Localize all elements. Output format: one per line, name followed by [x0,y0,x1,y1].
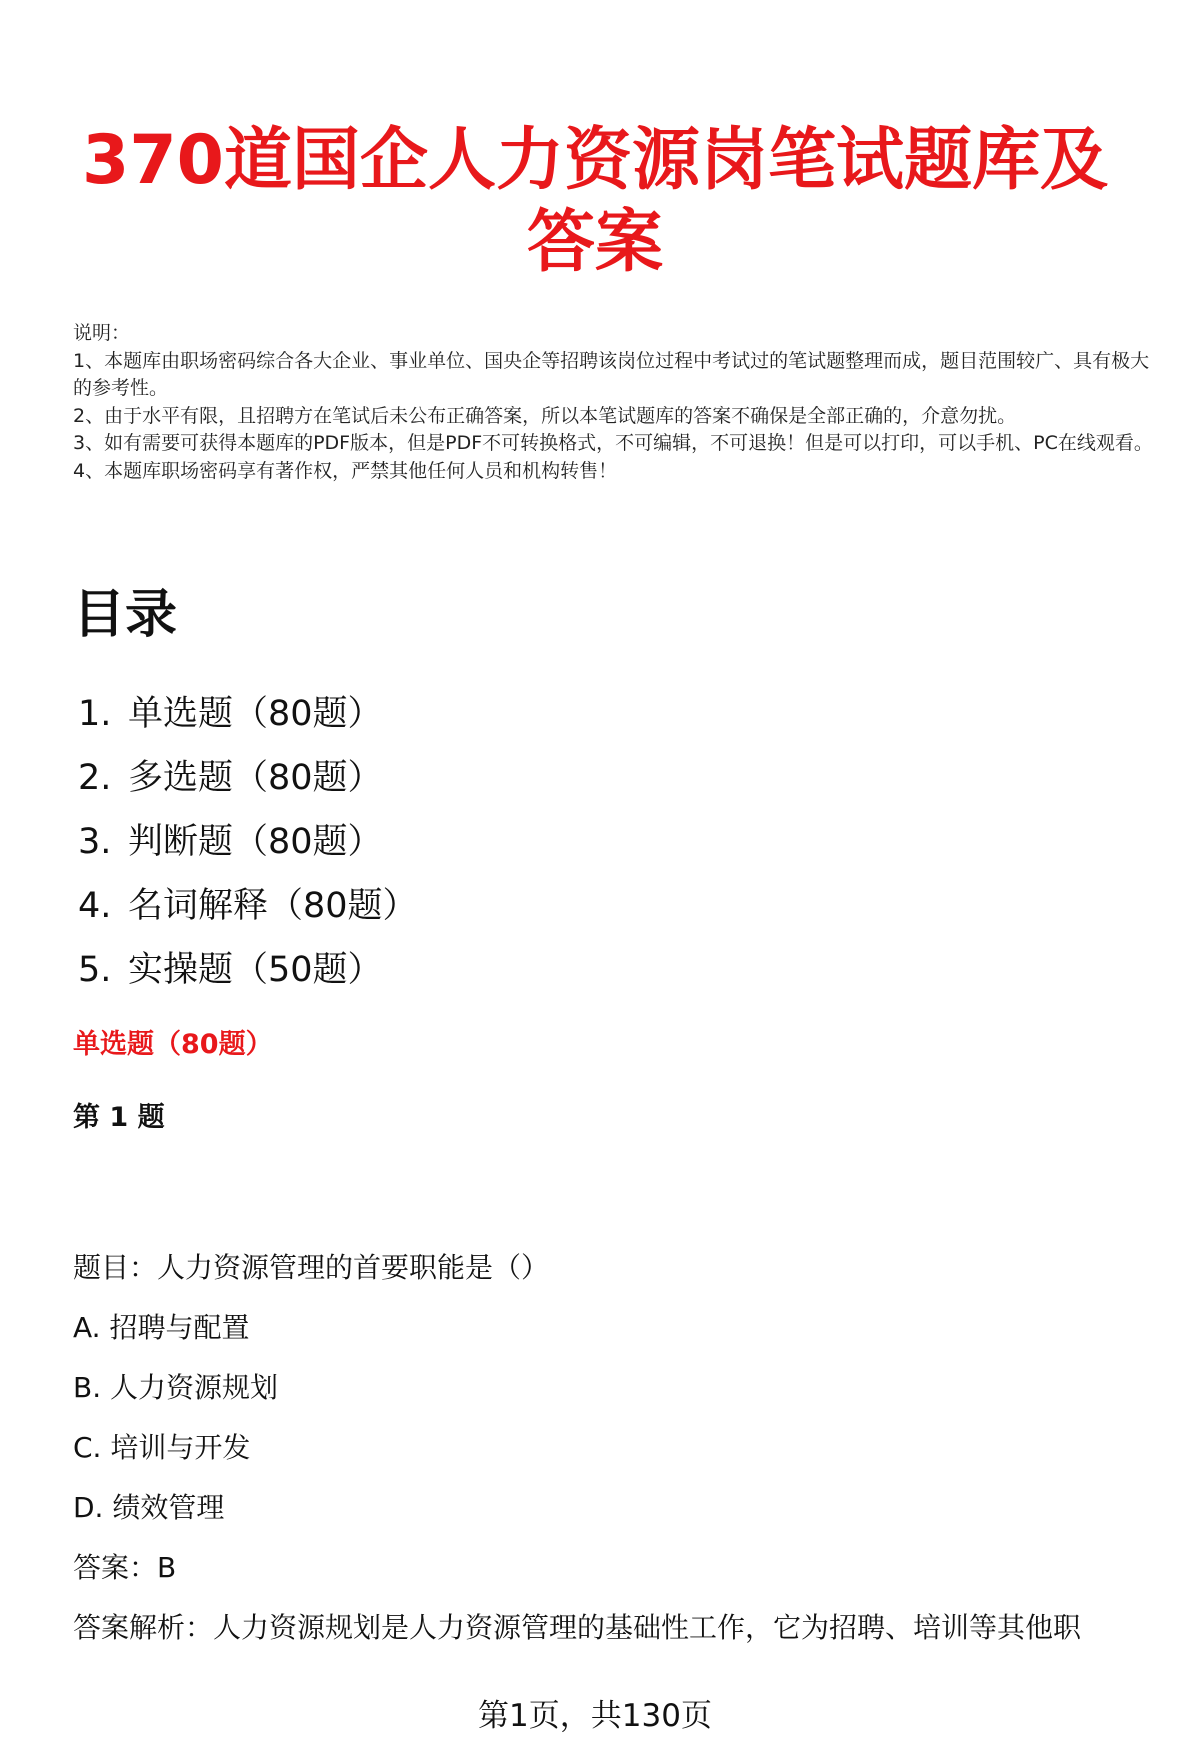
notes-item: 3、如有需要可获得本题库的PDF版本，但是PDF不可转换格式，不可编辑，不可退换！但是可以打印，可以手机、PC在线观看。 [73,432,1153,454]
toc-item[interactable] [78,874,418,938]
section-title: 单选题（80题） [73,1029,273,1060]
toc-item[interactable] [78,938,418,1002]
page-footer: 第1页，共130页 [478,1698,712,1734]
question-option: C. 培训与开发 [73,1431,251,1464]
toc-item-label: 名词解释（80题） [128,886,418,926]
toc-item-number: 5. [78,950,112,990]
question-stem: 题目：人力资源管理的首要职能是（） [73,1251,550,1284]
toc-heading: 目录 [73,585,178,645]
toc-item-number: 3. [78,822,112,862]
question-option: A. 招聘与配置 [73,1311,250,1344]
question-number: 第 1 题 [73,1102,165,1133]
toc-item-label: 判断题（80题） [128,822,383,862]
notes-item: 4、本题库职场密码享有著作权，严禁其他任何人员和机构转售！ [73,459,618,482]
question-option: B. 人力资源规划 [73,1371,279,1404]
question-option: D. 绩效管理 [73,1491,225,1524]
notes-item: 1、本题库由职场密码综合各大企业、事业单位、国央企等招聘该岗位过程中考试过的笔试题整理而成，题目范围较广、具有极大的参考性。 [73,349,1150,399]
notes-block [73,320,1153,485]
notes-item: 2、由于水平有限，且招聘方在笔试后未公布正确答案，所以本笔试题库的答案不确保是全部正确的，介意勿扰。 [73,404,1017,427]
question-explanation: 答案解析：人力资源规划是人力资源管理的基础性工作，它为招聘、培训等其他职 [73,1611,1082,1644]
toc-item-label: 单选题（80题） [128,694,383,734]
toc-item[interactable] [78,810,418,874]
toc-item-number: 1. [78,694,112,734]
toc-item-number: 4. [78,886,112,926]
toc-item-label: 实操题（50题） [128,950,383,990]
toc-item[interactable] [78,682,418,746]
toc-item[interactable] [78,746,418,810]
toc-item-label: 多选题（80题） [128,758,383,798]
toc-item-number: 2. [78,758,112,798]
notes-heading: 说明： [73,322,131,344]
toc-list [78,682,418,1002]
document-title: 370道国企人力资源岗笔试题库及答案 [82,121,1108,282]
question-answer: 答案：B [73,1551,177,1584]
question-block [73,1238,1153,1658]
